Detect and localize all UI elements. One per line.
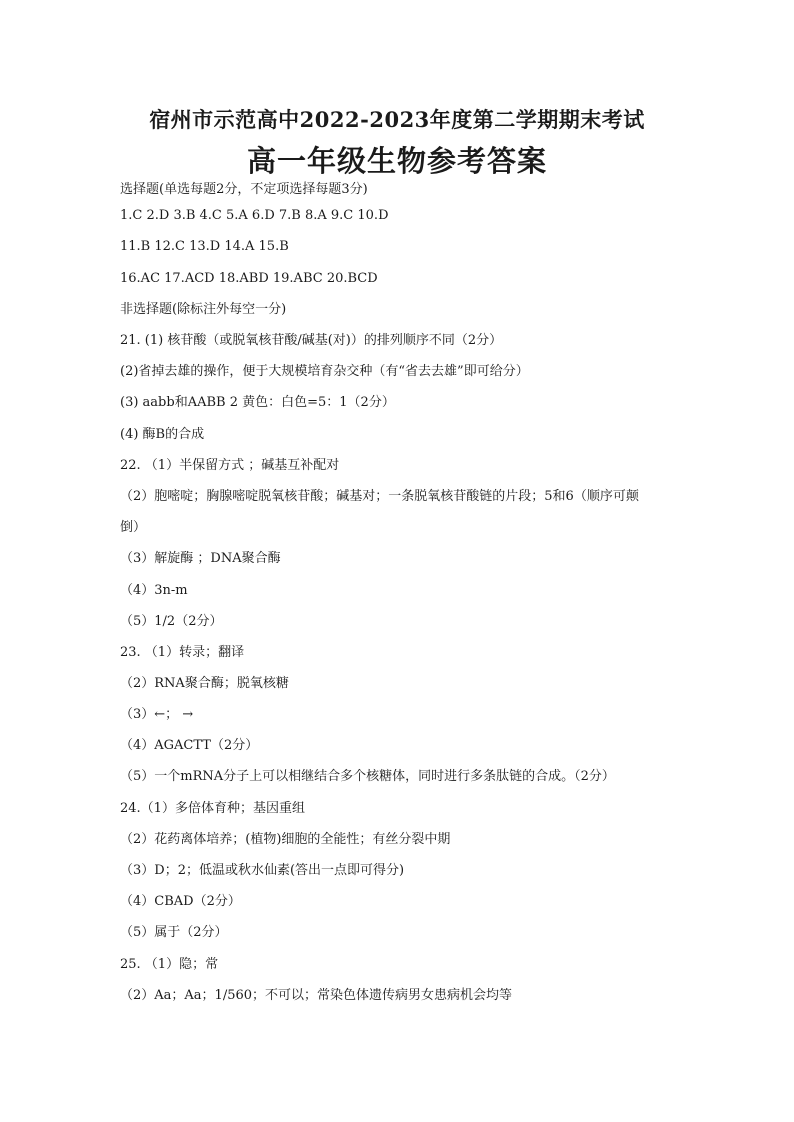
q23-part1: 23. （1）转录；翻译	[120, 645, 245, 660]
q21-part2: (2)省掉去雄的操作，便于大规模培育杂交种（有“省去去雄”即可给分）	[120, 364, 529, 379]
q23-part3: （3）←； →	[120, 707, 194, 722]
answer-row-11-15: 11.B 12.C 13.D 14.A 15.B	[120, 239, 289, 254]
q21-part4: (4) 酶B的合成	[120, 427, 205, 442]
q22-part5: （5）1/2（2分）	[120, 614, 223, 629]
q24-part4: （4）CBAD（2分）	[120, 894, 241, 909]
q24-part2: （2）花药离体培养；(植物)细胞的全能性；有丝分裂中期	[120, 832, 451, 847]
q25-part1: 25. （1）隐；常	[120, 957, 219, 972]
q21-part3: (3) aabb和AABB 2 黄色：白色=5：1（2分）	[120, 395, 395, 410]
q24-part3: （3）D；2；低温或秋水仙素(答出一点即可得分)	[120, 863, 405, 878]
answer-row-16-20: 16.AC 17.ACD 18.ABD 19.ABC 20.BCD	[120, 271, 378, 286]
q22-part2: （2）胞嘧啶；胸腺嘧啶脱氧核苷酸；碱基对；一条脱氧核苷酸链的片段；5和6（顺序可颠	[120, 489, 639, 504]
q22-part3: （3）解旋酶 ；DNA聚合酶	[120, 551, 281, 566]
q22-part4: （4）3n-m	[120, 583, 188, 598]
q25-part2: （2）Aa；Aa；1/560；不可以；常染色体遗传病男女患病机会均等	[120, 988, 513, 1003]
exam-title: 宿州市示范高中2022-2023年度第二学期期末考试	[149, 107, 645, 132]
q22-part2-cont: 倒）	[120, 520, 147, 535]
q22-part1: 22. （1）半保留方式 ；碱基互补配对	[120, 458, 340, 473]
q24-part1: 24.（1）多倍体育种；基因重组	[120, 801, 305, 816]
answer-key-title: 高一年级生物参考答案	[246, 144, 547, 178]
section-nonchoice-header: 非选择题(除标注外每空一分)	[120, 302, 287, 317]
q23-part2: （2）RNA聚合酶；脱氧核糖	[120, 676, 289, 691]
answer-row-1-10: 1.C 2.D 3.B 4.C 5.A 6.D 7.B 8.A 9.C 10.D	[120, 208, 389, 223]
q23-part5: （5）一个mRNA分子上可以相继结合多个核糖体，同时进行多条肽链的合成。（2分）	[120, 769, 615, 784]
section-choice-header: 选择题(单选每题2分，不定项选择每题3分)	[120, 182, 368, 197]
q23-part4: （4）AGACTT（2分）	[120, 738, 259, 753]
q24-part5: （5）属于（2分）	[120, 925, 228, 940]
q21-part1: 21. (1) 核苷酸（或脱氧核苷酸/碱基(对)）的排列顺序不同（2分）	[120, 333, 503, 348]
